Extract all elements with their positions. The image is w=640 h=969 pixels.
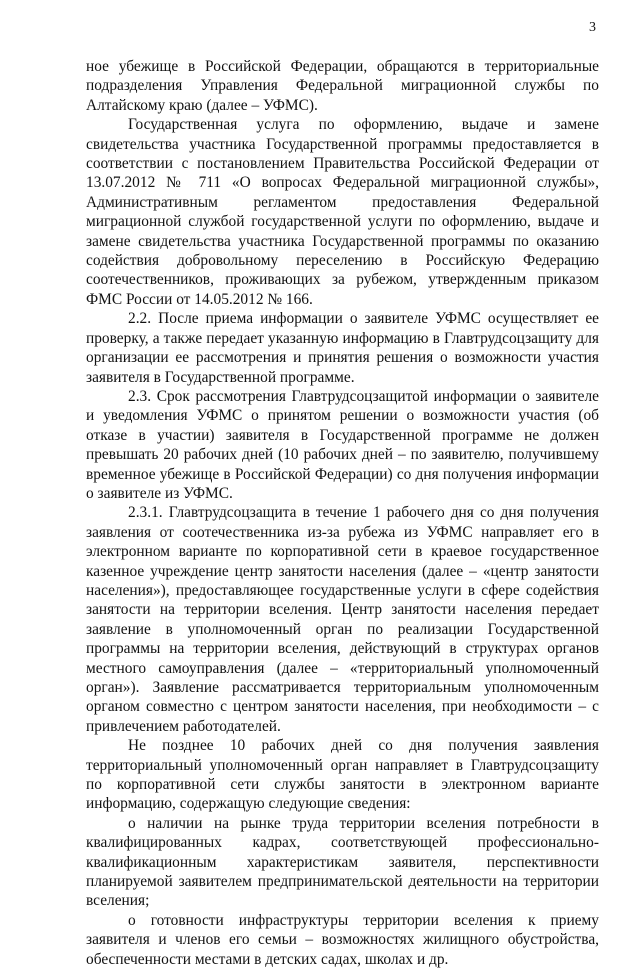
paragraph-labour-market: о наличии на рынке труда территории вселения потребности в квалифицированных кадрах, соответствующей профессионально-квалификационным характеристикам заявителя, перспективности планируемой заявителем предпринимательской деятельности на территории вселения; <box>86 814 599 910</box>
paragraph-state-service: Государственная услуга по оформлению, выдаче и замене свидетельства участника Государственной программы предоставляется в соответствии с постановлением Правительства Российской Федерации от 13.07.2012 № 711 «О вопросах Федеральной миграционной службы», Административным регламентом предоставления Федеральной миграционной службой государственной услуги по оформлению, выдаче и замене свидетельства участника Государственной программы по оказанию содействия добровольному переселению в Российскую Федерацию соотечественников, проживающих за рубежом, утвержденным приказом ФМС России от 14.05.2012 № 166. <box>86 116 599 308</box>
paragraph-2-3-1: 2.3.1. Главтрудсоцзащита в течение 1 рабочего дня со дня получения заявления от соотечественника из-за рубежа из УФМС направляет его в электронном варианте по корпоративной сети в краевое государственное казенное учреждение центр занятости населения (далее – «центр занятости населения»), предоставляющее государственные услуги в сфере содействия занятости на территории вселения. Центр занятости населения передает заявление в уполномоченный орган по реализации Государственной программы на территории вселения, действующий в структурах органов местного самоуправления (далее – «территориальный уполномоченный орган»). Заявление рассматривается территориальным уполномоченным органом совместно с центром занятости населения, при необходимости – с привлечением работодателей. <box>86 504 599 735</box>
paragraph-deadline: Не позднее 10 рабочих дней со дня получения заявления территориальный уполномоченный орган направляет в Главтрудсоцзащиту по корпоративной сети службы занятости в электронном варианте информацию, содержащую следующие сведения: <box>86 737 599 813</box>
paragraph-2-2: 2.2. После приема информации о заявителе УФМС осуществляет ее проверку, а также передает указанную информацию в Главтрудсоцзащиту для организации ее рассмотрения и принятия решения о возможности участия заявителя в Государственной программе. <box>86 310 599 386</box>
paragraph-2-3: 2.3. Срок рассмотрения Главтрудсоцзащитой информации о заявителе и уведомления УФМС о принятом решении о возможности участия (об отказе в участии) заявителя в Государственной программе не должен превышать 20 рабочих дней (10 рабочих дней – по заявителю, получившему временное убежище в Российской Федерации) со дня получения информации о заявителе из УФМС. <box>86 387 599 502</box>
paragraph-continuation: ное убежище в Российской Федерации, обращаются в территориальные подразделения Управления Федеральной миграционной службы по Алтайскому краю (далее – УФМС). <box>86 58 599 114</box>
paragraph-infrastructure: о готовности инфраструктуры территории вселения к приему заявителя и членов его семьи – возможностях жилищного обустройства, обеспеченности местами в детских садах, школах и др. <box>86 911 599 968</box>
page-number: 3 <box>589 20 596 35</box>
document-body <box>86 57 599 969</box>
